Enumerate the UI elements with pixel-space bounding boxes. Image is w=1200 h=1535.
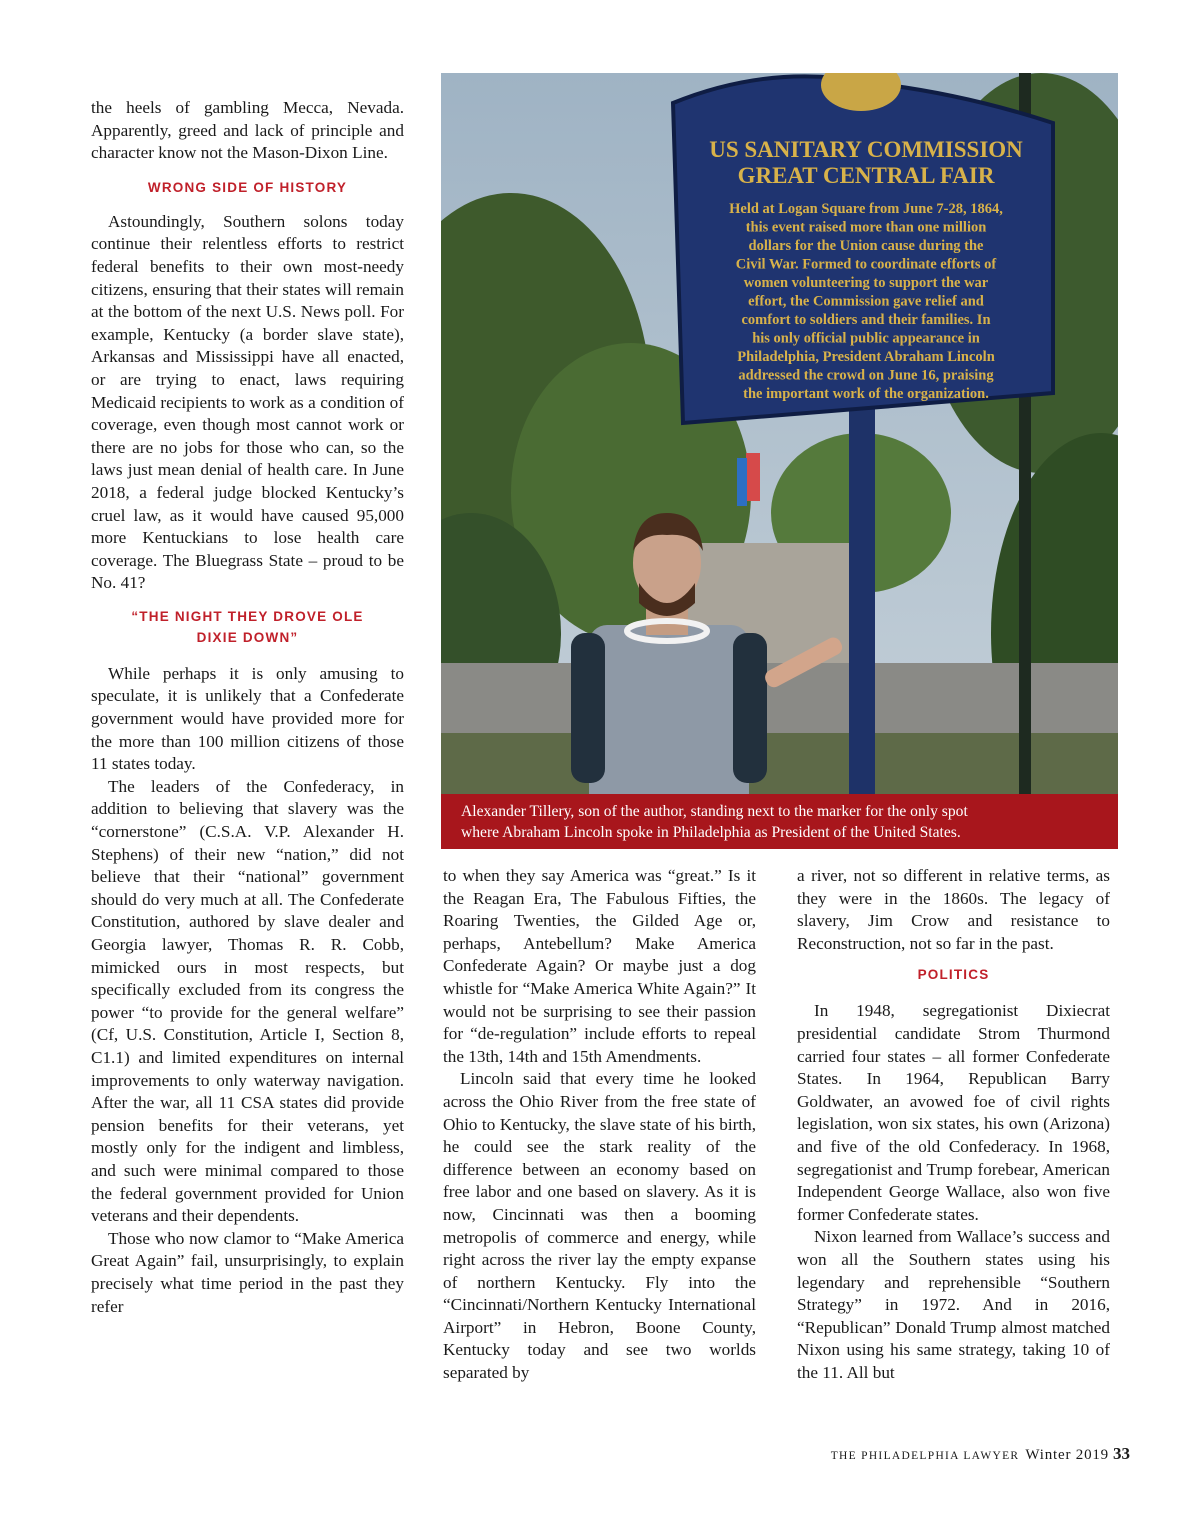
caption-line: where Abraham Lincoln spoke in Philadelphia as President of the United States. (461, 824, 961, 841)
publication-name: THE PHILADELPHIA LAWYER (830, 1450, 1020, 1462)
sign-title-2: GREAT CENTRAL FAIR (737, 163, 995, 188)
sign-text-line: this event raised more than one million (745, 219, 987, 236)
sign-text-line: effort, the Commission gave relief and (748, 293, 984, 310)
sign-post (849, 373, 875, 849)
subheading-politics: POLITICS (917, 967, 990, 983)
article-column-3 (797, 865, 1110, 1384)
page-number: 33 (1113, 1444, 1130, 1463)
sign-text-line: comfort to soldiers and their families. In (741, 312, 991, 328)
sign-text (729, 201, 1003, 402)
paragraph: the heels of gambling Mecca, Nevada. Apparently, greed and lack of principle and character know not the Mason-Dixon Line. (91, 98, 404, 163)
sign-title-1: US SANITARY COMMISSION (709, 137, 1023, 162)
article-column-1 (91, 97, 404, 1318)
paragraph: Astoundingly, Southern solons today continue their relentless efforts to restrict federal benefits to their own most-needy citizens, ensuring that their states will remain at the bottom of the next U.S. News poll. For example, Kentucky (a border slave state), Arkansas and Mississippi have all enacted, or are trying to enact, laws requiring Medicaid recipients to work as a condition of coverage, even though most cannot work or there are no jobs for those who can, so the laws just mean denial of health care. In June 2018, a federal judge blocked Kentucky’s cruel law, as it would have caused 95,000 more Kentuckians to lose health care coverage. The Bluegrass State – proud to be No. 41? (91, 211, 404, 593)
sign-text-line: his only official public appearance in (752, 330, 980, 347)
paragraph: Those who now clamor to “Make America Great Again” fail, unsurprisingly, to explain precisely what time period in the past they refer (91, 1228, 404, 1316)
paragraph: The leaders of the Confederacy, in addition to believing that slavery was the “cornerstone” (C.S.A. V.P. Alexander H. Stephens) of their new “nation,” did not believe that their “national” government should do very much at all. The Confederate Constitution, authored by slave dealer and Georgia lawyer, Thomas R. R. Cobb, mimicked ours in most respects, but specifically excluded from its congress the power “to provide for the general welfare” (Cf, U.S. Constitution, Article I, Section 8, C1.1) and limited expenditures on internal improvements to only waterway navigation. After the war, all 11 CSA states did provide pension benefits for their veterans, yet mostly only for the indigent and limbless, and such were minimal compared to those the federal government provided for Union veterans and their dependents. (91, 776, 404, 1226)
photo-historical-marker (441, 73, 1118, 849)
sign-text-line: dollars for the Union cause during the (748, 238, 984, 254)
issue-label: Winter 2019 (1025, 1447, 1109, 1463)
paragraph: Lincoln said that every time he looked across the Ohio River from the free state of Ohio to Kentucky, the slave state of his birth, he could see the stark reality of the difference between an economy based on free labor and one based on slavery. As it is now, Cincinnati was then a booming metropolis of commerce and energy, while right across the river lay the empty expanse of northern Kentucky. Fly into the “Cincinnati/Northern Kentucky International Airport” in Hebron, Boone County, Kentucky today and see two worlds separated by (443, 1069, 756, 1383)
sign-text-line: Held at Logan Square from June 7-28, 1864, (729, 201, 1003, 217)
sign-text-line: women volunteering to support the war (743, 275, 989, 291)
sign-text-line: addressed the crowd on June 16, praising (738, 367, 994, 384)
sign-text-line: Philadelphia, President Abraham Lincoln (737, 349, 995, 365)
paragraph: a river, not so different in relative terms, as they were in the 1860s. The legacy of slavery, Jim Crow and resistance to Reconstruction, not so far in the past. (797, 866, 1110, 953)
paragraph: to when they say America was “great.” Is it the Reagan Era, The Fabulous Fifties, the Roaring Twenties, the Gilded Age or, perhaps, Antebellum? Make America Confederate Again? Or maybe just a dog whistle for “Make America White Again?” It would not be surprising to see their passion for “de-regulation” include efforts to repeal the 13th, 14th and 15th Amendments. (443, 866, 756, 1066)
photo-illustration (441, 73, 1118, 849)
sign-text-line: the important work of the organization. (743, 386, 989, 402)
sign-text-line: Civil War. Formed to coordinate efforts of (735, 256, 997, 273)
subheading-wrong-side-of-history: WRONG SIDE OF HISTORY (147, 179, 348, 195)
banner (737, 458, 747, 506)
paragraph: Nixon learned from Wallace’s success and won all the Southern states using his legendary and reprehensible “Southern Strategy” in 1972. And in 2016, “Republican” Donald Trump almost matched Nixon using his same strategy, taking 10 of the 11. All but (797, 1227, 1110, 1382)
page-footer (831, 1444, 1130, 1464)
article-column-2 (443, 865, 756, 1385)
caption-line: Alexander Tillery, son of the author, standing next to the marker for the only spot (461, 803, 968, 820)
subheading-night-they-drove: “THE NIGHT THEY DROVE OLE DIXIE DOWN” (131, 608, 364, 645)
paragraph: While perhaps it is only amusing to speculate, it is unlikely that a Confederate government would have provided more for the more than 100 million citizens of those 11 states today. (91, 663, 404, 774)
banner (746, 453, 760, 501)
paragraph: In 1948, segregationist Dixiecrat presidential candidate Strom Thurmond carried four states – all former Confederate States. In 1964, Republican Barry Goldwater, an avowed foe of civil rights legislation, won six states, his own (Arizona) and five of the old Confederacy. In 1968, segregationist and Trump forebear, American Independent George Wallace, also won five former Confederate states. (797, 1001, 1110, 1224)
photo-caption (441, 794, 1118, 849)
